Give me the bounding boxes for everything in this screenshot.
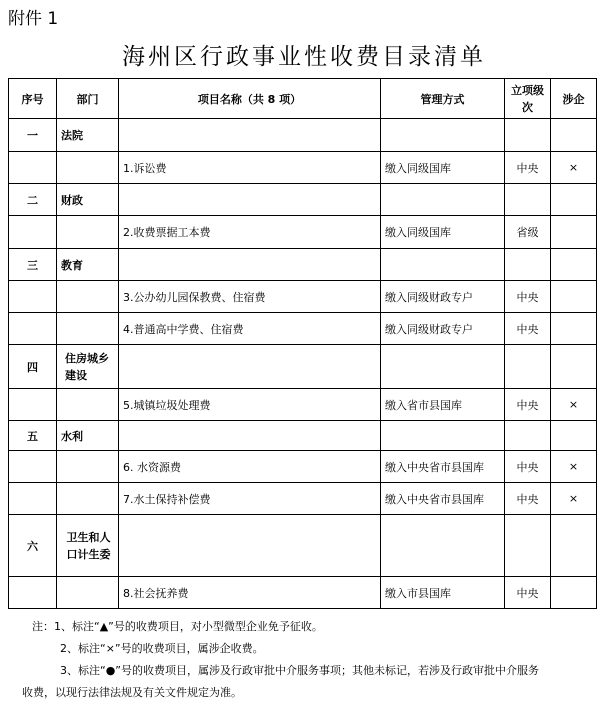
- table-header-row: [9, 79, 597, 119]
- row-dept: 住房城乡建设: [57, 345, 119, 389]
- header-item: 项目名称（共 8 项）: [119, 79, 381, 119]
- page-title: 海州区行政事业性收费目录清单: [122, 44, 486, 70]
- row-dept: [57, 389, 119, 421]
- row-level: 中央: [505, 281, 551, 313]
- row-mgmt: 缴入市县国库: [381, 577, 505, 609]
- header-enterprise: 涉企: [551, 79, 597, 119]
- row-enterprise: ×: [551, 389, 597, 421]
- row-dept: [57, 483, 119, 515]
- row-item: 8.社会抚养费: [119, 577, 381, 609]
- row-level: [505, 184, 551, 216]
- row-level: 中央: [505, 152, 551, 184]
- attachment-label: 附件 1: [8, 9, 59, 29]
- row-item: 4.普通高中学费、住宿费: [119, 313, 381, 345]
- row-mgmt: [381, 184, 505, 216]
- row-enterprise: [551, 313, 597, 345]
- header-dept: 部门: [57, 79, 119, 119]
- row-item: 7.水土保持补偿费: [119, 483, 381, 515]
- header-mgmt: 管理方式: [381, 79, 505, 119]
- row-dept: [57, 451, 119, 483]
- row-level: 中央: [505, 389, 551, 421]
- row-dept: 卫生和人口计生委: [57, 515, 119, 577]
- row-dept: [57, 152, 119, 184]
- table-row: [9, 483, 597, 515]
- note-2: 2、标注“×”号的收费项目，属涉企收费。: [60, 642, 264, 655]
- table-row: [9, 152, 597, 184]
- row-seq: 六: [9, 515, 57, 577]
- note-1: 注：1、标注“▲”号的收费项目，对小型微型企业免予征收。: [32, 620, 323, 633]
- note-3-continued: 收费，以现行法律法规及有关文件规定为准。: [22, 686, 242, 699]
- table-row: [9, 184, 597, 216]
- row-enterprise: ×: [551, 451, 597, 483]
- table-row: [9, 515, 597, 577]
- row-mgmt: 缴入同级国库: [381, 152, 505, 184]
- row-seq: [9, 216, 57, 249]
- row-level: [505, 119, 551, 152]
- row-dept: [57, 281, 119, 313]
- row-mgmt: 缴入同级财政专户: [381, 313, 505, 345]
- row-level: [505, 515, 551, 577]
- header-level: 立项级次: [505, 79, 551, 119]
- notes-section: [8, 616, 600, 704]
- row-mgmt: [381, 421, 505, 451]
- row-mgmt: 缴入中央省市县国库: [381, 483, 505, 515]
- row-seq: [9, 483, 57, 515]
- table-row: [9, 421, 597, 451]
- row-item: 2.收费票据工本费: [119, 216, 381, 249]
- table-row: [9, 313, 597, 345]
- table-row: [9, 451, 597, 483]
- row-enterprise: [551, 184, 597, 216]
- row-dept: [57, 216, 119, 249]
- row-seq: [9, 152, 57, 184]
- row-level: 中央: [505, 313, 551, 345]
- row-dept: [57, 313, 119, 345]
- row-mgmt: 缴入同级财政专户: [381, 281, 505, 313]
- row-enterprise: [551, 281, 597, 313]
- row-item: 1.诉讼费: [119, 152, 381, 184]
- row-item: [119, 119, 381, 152]
- row-seq: [9, 313, 57, 345]
- row-seq: [9, 451, 57, 483]
- row-seq: [9, 577, 57, 609]
- row-item: [119, 249, 381, 281]
- table-row: [9, 577, 597, 609]
- row-dept: 水利: [57, 421, 119, 451]
- table-row: [9, 281, 597, 313]
- row-enterprise: [551, 515, 597, 577]
- row-mgmt: [381, 119, 505, 152]
- row-enterprise: [551, 421, 597, 451]
- row-enterprise: ×: [551, 483, 597, 515]
- row-mgmt: 缴入省市县国库: [381, 389, 505, 421]
- table-row: [9, 345, 597, 389]
- row-dept: 法院: [57, 119, 119, 152]
- table-row: [9, 249, 597, 281]
- header-seq: 序号: [9, 79, 57, 119]
- row-item: 3.公办幼儿园保教费、住宿费: [119, 281, 381, 313]
- row-seq: [9, 281, 57, 313]
- row-dept: 财政: [57, 184, 119, 216]
- table-row: [9, 389, 597, 421]
- row-enterprise: [551, 119, 597, 152]
- row-item: 6. 水资源费: [119, 451, 381, 483]
- row-item: [119, 184, 381, 216]
- row-level: 中央: [505, 577, 551, 609]
- row-item: 5.城镇垃圾处理费: [119, 389, 381, 421]
- row-item: [119, 515, 381, 577]
- row-seq: 四: [9, 345, 57, 389]
- row-dept: [57, 577, 119, 609]
- row-enterprise: ×: [551, 152, 597, 184]
- row-enterprise: [551, 577, 597, 609]
- row-enterprise: [551, 249, 597, 281]
- row-mgmt: [381, 249, 505, 281]
- row-seq: [9, 389, 57, 421]
- row-item: [119, 345, 381, 389]
- row-level: 中央: [505, 483, 551, 515]
- row-dept: 教育: [57, 249, 119, 281]
- row-level: [505, 345, 551, 389]
- row-enterprise: [551, 345, 597, 389]
- note-3: 3、标注“●”号的收费项目，属涉及行政审批中介服务事项；其他未标记，若涉及行政审批中介服务: [60, 664, 539, 677]
- row-level: [505, 421, 551, 451]
- row-level: 省级: [505, 216, 551, 249]
- row-seq: 三: [9, 249, 57, 281]
- row-item: [119, 421, 381, 451]
- row-mgmt: [381, 515, 505, 577]
- table-row: [9, 216, 597, 249]
- row-mgmt: 缴入同级国库: [381, 216, 505, 249]
- table-row: [9, 119, 597, 152]
- row-level: 中央: [505, 451, 551, 483]
- row-enterprise: [551, 216, 597, 249]
- row-seq: 二: [9, 184, 57, 216]
- row-mgmt: [381, 345, 505, 389]
- row-seq: 一: [9, 119, 57, 152]
- row-seq: 五: [9, 421, 57, 451]
- row-mgmt: 缴入中央省市县国库: [381, 451, 505, 483]
- row-level: [505, 249, 551, 281]
- fee-catalog-table: [8, 78, 597, 609]
